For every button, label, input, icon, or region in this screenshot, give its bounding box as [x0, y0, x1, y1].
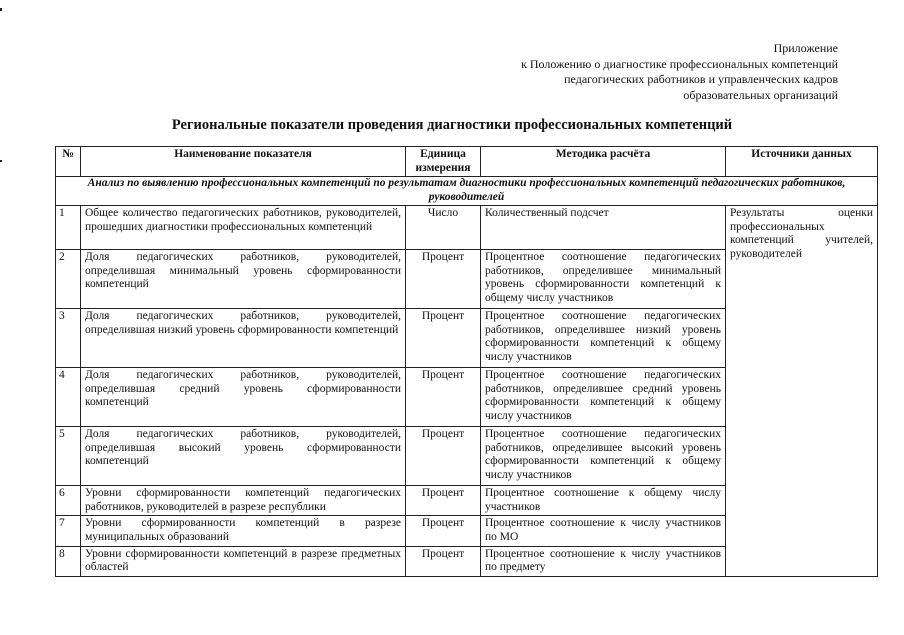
appendix-line: образовательных организаций — [683, 87, 838, 102]
row-indicator-name: Доля педагогических работников, руководителей, определившая средний уровень сформированности компетенций — [81, 368, 406, 427]
row-number: 3 — [56, 309, 81, 368]
row-indicator-name: Уровни сформированности компетенций в разрезе муниципальных образований — [81, 516, 406, 546]
section-row — [56, 177, 878, 206]
table-row — [56, 206, 878, 250]
row-unit: Процент — [406, 368, 481, 427]
appendix-header — [521, 41, 838, 103]
row-number: 2 — [56, 250, 81, 309]
row-method: Процентное соотношение педагогических работников, определившее низкий уровень сформированности компетенций к общему числу участников — [481, 309, 726, 368]
row-number: 5 — [56, 427, 81, 486]
header-num: № — [56, 147, 81, 177]
row-unit: Процент — [406, 516, 481, 546]
row-method: Процентное соотношение педагогических работников, определившее минимальный уровень сформированности компетенций к общему числу участников — [481, 250, 726, 309]
row-unit: Число — [406, 206, 481, 250]
row-method: Процентное соотношение педагогических работников, определившее высокий уровень сформированности компетенций к общему числу участников — [481, 427, 726, 486]
indicators-table — [55, 146, 878, 577]
row-indicator-name: Уровни сформированности компетенций педагогических работников, руководителей в разрезе республики — [81, 486, 406, 516]
row-unit: Процент — [406, 486, 481, 516]
row-indicator-name: Доля педагогических работников, руководителей, определившая низкий уровень сформированности компетенций — [81, 309, 406, 368]
row-unit: Процент — [406, 546, 481, 576]
document-title: Региональные показатели проведения диагностики профессиональных компетенций — [171, 117, 733, 133]
header-name: Наименование показателя — [81, 147, 406, 177]
row-indicator-name: Доля педагогических работников, руководителей, определившая минимальный уровень сформированности компетенций — [81, 250, 406, 309]
row-method: Процентное соотношение к числу участников по МО — [481, 516, 726, 546]
header-source: Источники данных — [726, 147, 878, 177]
row-number: 7 — [56, 516, 81, 546]
row-unit: Процент — [406, 427, 481, 486]
header-method: Методика расчёта — [481, 147, 726, 177]
scan-edge-mark — [0, 160, 2, 162]
section-title: Анализ по выявлению профессиональных компетенций по результатам диагностики профессиональных компетенций педагогических работников, руководителей — [56, 177, 878, 206]
row-number: 1 — [56, 206, 81, 250]
row-method: Процентное соотношение педагогических работников, определившее средний уровень сформированности компетенций к общему числу участников — [481, 368, 726, 427]
header-unit: Единица измерения — [406, 147, 481, 177]
appendix-line: Приложение — [773, 41, 838, 55]
row-number: 8 — [56, 546, 81, 576]
row-indicator-name: Общее количество педагогических работников, руководителей, прошедших диагностики профессиональных компетенций — [81, 206, 406, 250]
table-header-row — [56, 147, 878, 177]
row-unit: Процент — [406, 250, 481, 309]
appendix-line: педагогических работников и управленческих кадров — [564, 72, 838, 86]
row-method: Количественный подсчет — [481, 206, 726, 250]
row-method: Процентное соотношение к числу участников по предмету — [481, 546, 726, 576]
row-indicator-name: Уровни сформированности компетенций в разрезе предметных областей — [81, 546, 406, 576]
row-number: 4 — [56, 368, 81, 427]
data-source-cell: Результаты оценки профессиональных компетенций учителей, руководителей — [726, 206, 878, 577]
row-method: Процентное соотношение к общему числу участников — [481, 486, 726, 516]
row-number: 6 — [56, 486, 81, 516]
appendix-line: к Положению о диагностике профессиональных компетенций — [521, 56, 838, 71]
row-unit: Процент — [406, 309, 481, 368]
scan-edge-mark — [0, 8, 2, 11]
row-indicator-name: Доля педагогических работников, руководителей, определившая высокий уровень сформированности компетенций — [81, 427, 406, 486]
